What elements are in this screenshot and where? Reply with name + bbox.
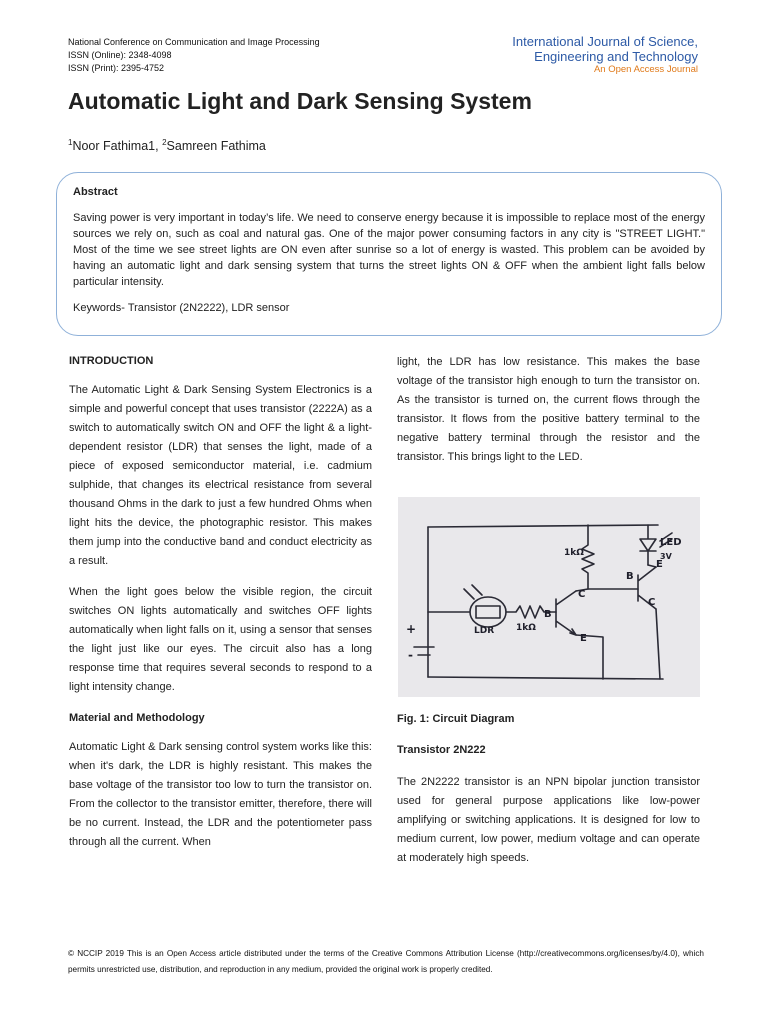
led-symbol [640, 525, 656, 565]
paper-title: Automatic Light and Dark Sensing System [68, 88, 532, 114]
t1-collector-label: C [578, 589, 586, 600]
t2-emitter-wire [656, 609, 660, 679]
t2-emitter-label: E [656, 559, 663, 570]
right-column [397, 353, 700, 479]
t2-led-wire [648, 565, 656, 567]
transistor-paragraph: The 2N2222 transistor is an NPN bipolar junction transistor used for general purpose applications like low-power amplifying or switching applications. It is designed for low to medium current, low power, medium voltage and can operate at moderately high speeds. [397, 776, 700, 864]
continued-paragraph: light, the LDR has low resistance. This makes the base voltage of the transistor high enough to turn the transistor on. As the transistor is turned on, the current flows through the transistor. It flows from the positive battery terminal to the negative battery terminal through the resistor and the transistor. This brings light to the LED. [397, 356, 700, 463]
author1-affiliation: 1 [68, 138, 73, 147]
r1-label: 1kΩ [564, 548, 584, 558]
abstract-body: Saving power is very important in today’s life. We need to conserve energy because it is impossible to replace most of the energy sources we rely on, such as coal and natural gas. One of the major power consuming factors in any city is "STREET LIGHT." Most of the time we see street lights are ON even after sunrise so a lot of energy is wasted. This problem can be avoided by having an automatic light and dark sensing system that turns the street lights ON & OFF when the ambient light falls below particular intensity. [73, 212, 705, 288]
journal-tagline: An Open Access Journal [593, 64, 698, 75]
led-label: LED [660, 537, 682, 548]
abstract-heading: Abstract [73, 186, 118, 198]
led-voltage-label: 3V [660, 552, 672, 561]
methodology-paragraph: Automatic Light & Dark sensing control system works like this: when it's dark, the LDR is highly resistant. This makes the base voltage of the transistor too low to turn the transistor on. From the collector to the transistor emitter, therefore, there will be no current. Instead, the LDR and the potentiometer pass through all the current. When [69, 741, 372, 848]
t2-base-label: B [626, 571, 634, 582]
ldr-body [476, 606, 500, 618]
t2-collector-label: C [648, 597, 656, 608]
r2-label: 1kΩ [516, 623, 536, 633]
author2-name: Samreen Fathima [166, 139, 266, 154]
methodology-heading: Material and Methodology [69, 712, 205, 724]
intro-paragraph-1: The Automatic Light & Dark Sensing System Electronics is a simple and powerful concept that uses transistor (2222A) as a switch to automatically switch ON and OFF the light & a light-dependent resistor (LDR) that senses the light, made of a piece of exposed semiconductor material, i.e. cadmium sulphide, that changes its electrical resistance from several thousand Ohms in the dark to just a few hundred Ohms when light hits the device, the photographic resistor. This makes them jump into the conductive band and conduct electricity as a result. [69, 384, 372, 567]
left-column [69, 352, 372, 864]
journal-header [512, 34, 698, 76]
t1-base-label: B [544, 609, 552, 620]
license-footer: © NCCIP 2019 This is an Open Access article distributed under the terms of the Creative Commons Attribution License (http://creativecommons.org/licenses/by/4.0), which permits unrestricted use, distribution, and reproduction in any medium, provided the original work is properly credited. [68, 949, 704, 974]
figure-caption: Fig. 1: Circuit Diagram [397, 713, 515, 725]
author2-affiliation: 2 [162, 138, 167, 147]
keywords: Keywords- Transistor (2N2222), LDR sensor [73, 302, 290, 314]
battery-symbol [414, 647, 434, 655]
journal-name-line2: Engineering and Technology [534, 49, 698, 64]
transistor-heading: Transistor 2N222 [397, 744, 486, 756]
battery-plus-label: + [406, 622, 417, 636]
issn-online: ISSN (Online): 2348-4098 [68, 50, 172, 60]
circuit-diagram [398, 497, 700, 697]
t1-emitter-label: E [580, 633, 587, 644]
issn-print: ISSN (Print): 2395-4752 [68, 63, 165, 73]
author1-name: Noor Fathima1, [72, 139, 163, 154]
introduction-heading: INTRODUCTION [69, 355, 154, 367]
ldr-label: LDR [474, 626, 495, 636]
ldr-light-arrows [464, 585, 482, 599]
bottom-rail-wire [428, 677, 663, 679]
author-line [68, 138, 266, 153]
circuit-diagram-figure [398, 497, 700, 697]
transistor-1 [556, 591, 576, 635]
abstract-box [56, 172, 722, 336]
top-rail-wire [428, 525, 658, 527]
intro-paragraph-2: When the light goes below the visible region, the circuit switches ON lights automatically and switches OFF lights automatically when light falls on it, using a sensor that senses the light just like our eyes. The circuit also has a long response time that requires several seconds to respond to a light intensity change. [69, 586, 372, 693]
conference-name: National Conference on Communication and Image Processing [68, 37, 320, 47]
battery-minus-label: - [408, 648, 413, 662]
journal-name-line1: International Journal of Science, [512, 34, 698, 49]
conference-header [68, 36, 320, 75]
